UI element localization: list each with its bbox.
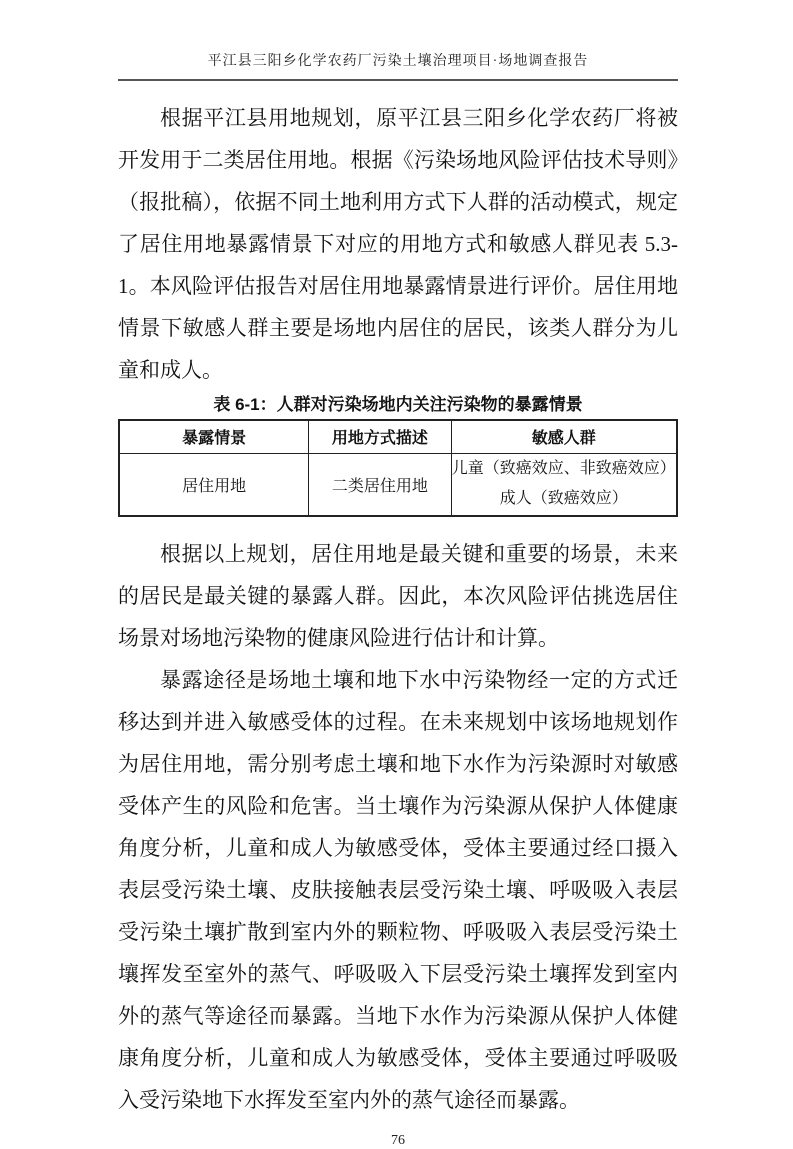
column-header-land-use-description: 用地方式描述: [309, 420, 451, 453]
sensitive-group-children: 儿童（致癌效应、非致癌效应）: [451, 460, 676, 478]
column-header-exposure-scenario: 暴露情景: [119, 420, 309, 453]
table-row: [119, 453, 677, 516]
table-caption: 表 6-1：人群对污染场地内关注污染物的暴露情景: [213, 395, 583, 414]
paragraph-land-use-plan: 根据平江县用地规划，原平江县三阳乡化学农药厂将被开发用于二类居住用地。根据《污染场地风险评估技术导则》（报批稿），依据不同土地利用方式下人群的活动模式，规定了居住用地暴露情景下对应的用地方式和敏感人群见表 5.3-1。本风险评估报告对居住用地暴露情景进行评价。居住用地情景下敏感人群主要是场地内居住的居民，该类人群分为儿童和成人。: [118, 106, 678, 382]
page-number: 76: [391, 1133, 405, 1148]
paragraph-scenario-selection: 根据以上规划，居住用地是最关键和重要的场景，未来的居民是最关键的暴露人群。因此，本次风险评估挑选居住场景对场地污染物的健康风险进行估计和计算。: [118, 542, 678, 650]
table-header-row: [119, 420, 677, 453]
cell-land-use-description: 二类居住用地: [309, 453, 451, 516]
page-content: [118, 0, 678, 1149]
paragraph-exposure-pathways: 暴露途径是场地土壤和地下水中污染物经一定的方式迁移达到并进入敏感受体的过程。在未来规划中该场地规划作为居住用地，需分别考虑土壤和地下水作为污染源时对敏感受体产生的风险和危害。当土壤作为污染源从保护人体健康角度分析，儿童和成人为敏感受体，受体主要通过经口摄入表层受污染土壤、皮肤接触表层受污染土壤、呼吸吸入表层受污染土壤扩散到室内外的颗粒物、呼吸吸入表层受污染土壤挥发至室外的蒸气、呼吸吸入下层受污染土壤挥发到室内外的蒸气等途径而暴露。当地下水作为污染源从保护人体健康角度分析，儿童和成人为敏感受体，受体主要通过呼吸吸入受污染地下水挥发至室内外的蒸气途径而暴露。: [118, 668, 678, 1112]
page-header-title: 平江县三阳乡化学农药厂污染土壤治理项目·场地调查报告: [207, 54, 589, 69]
sensitive-group-adults: 成人（致癌效应）: [499, 490, 628, 508]
column-header-sensitive-group: 敏感人群: [451, 420, 677, 453]
page-header: [118, 0, 678, 81]
exposure-scenario-table: [118, 419, 678, 517]
header-divider: [118, 79, 678, 81]
body-text-after-table: [118, 533, 678, 1121]
cell-sensitive-group: [451, 453, 677, 516]
page-footer: [118, 1133, 678, 1149]
body-text: [118, 97, 678, 391]
cell-exposure-scenario: 居住用地: [119, 453, 309, 516]
